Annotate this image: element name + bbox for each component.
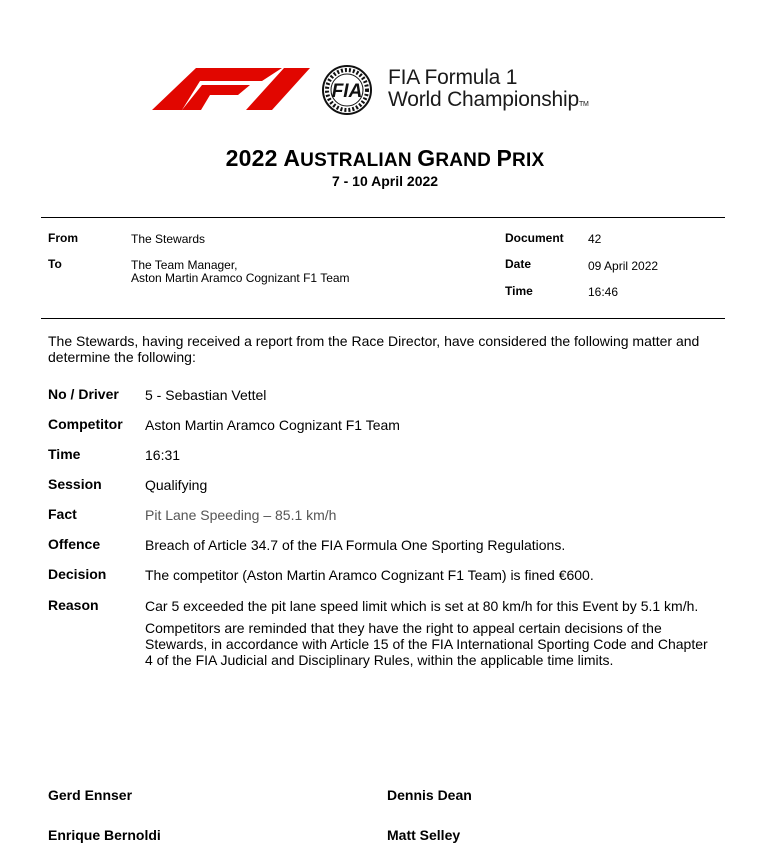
signatory-1: Gerd Ennser (48, 787, 133, 803)
fact-value: Pit Lane Speeding – 85.1 km/h (145, 507, 337, 523)
divider-bottom (41, 318, 725, 319)
title-part: P (496, 145, 513, 171)
session-label: Session (48, 476, 102, 492)
decision-label: Decision (48, 566, 107, 582)
title-part: A (283, 145, 301, 171)
intro-paragraph: The Stewards, having received a report from the Race Director, have considered the following matter and determine the following: (48, 333, 700, 365)
document-value: 42 (588, 232, 602, 246)
competitor-label: Competitor (48, 416, 123, 432)
brand-line-2 (388, 89, 589, 116)
from-value: The Stewards (131, 232, 206, 246)
offence-label: Offence (48, 536, 101, 552)
time-row-value: 16:31 (145, 447, 181, 463)
time-row-label: Time (48, 446, 81, 462)
date-label: Date (505, 257, 532, 271)
session-value: Qualifying (145, 477, 208, 493)
document-title (0, 145, 770, 172)
title-part: RAND (435, 150, 497, 171)
competitor-value: Aston Martin Aramco Cognizant F1 Team (145, 417, 400, 433)
title-part: 2022 (225, 145, 284, 171)
reason-value (145, 598, 715, 674)
date-value: 09 April 2022 (588, 259, 659, 273)
signatory-3: Enrique Bernoldi (48, 827, 161, 843)
title-part: USTRALIAN (300, 150, 418, 171)
reason-label: Reason (48, 597, 99, 613)
trademark-mark: TM (578, 101, 589, 108)
decision-value: The competitor (Aston Martin Aramco Cognizant F1 Team) is fined €600. (145, 567, 594, 583)
to-value-line-2: Aston Martin Aramco Cognizant F1 Team (131, 271, 350, 285)
divider-top (41, 217, 725, 218)
brand-line-2-text: World Championship (388, 88, 579, 111)
to-value-line-1: The Team Manager, (131, 258, 238, 272)
signatory-4: Matt Selley (387, 827, 461, 843)
time-value: 16:46 (588, 285, 619, 299)
title-part: RIX (512, 150, 545, 171)
fact-label: Fact (48, 506, 77, 522)
driver-value: 5 - Sebastian Vettel (145, 387, 267, 403)
offence-value: Breach of Article 34.7 of the FIA Formula One Sporting Regulations. (145, 537, 566, 553)
driver-label: No / Driver (48, 386, 119, 402)
to-value (131, 259, 350, 285)
from-label: From (48, 231, 78, 245)
fia-seal-icon (314, 64, 380, 116)
brand-text (388, 67, 589, 116)
seal-text: FIA (331, 81, 363, 102)
brand-line-1: FIA Formula 1 (388, 66, 518, 89)
reason-paragraph-2: Competitors are reminded that they have the right to appeal certain decisions of the Stewards, in accordance with Article 15 of the FIA International Sporting Code and Chapter 4 of the FIA Judicial and Disciplinary Rules, within the applicable time limits. (145, 620, 708, 668)
document-label: Document (505, 231, 564, 245)
reason-paragraph-1: Car 5 exceeded the pit lane speed limit which is set at 80 km/h for this Event by 5.1 km/h. (145, 598, 699, 614)
f1-logo-icon (152, 68, 310, 110)
title-part: G (417, 145, 436, 171)
header-logo (152, 64, 632, 116)
signatory-2: Dennis Dean (387, 787, 472, 803)
event-dates: 7 - 10 April 2022 (331, 173, 439, 189)
to-label: To (48, 257, 62, 271)
time-label: Time (505, 284, 533, 298)
